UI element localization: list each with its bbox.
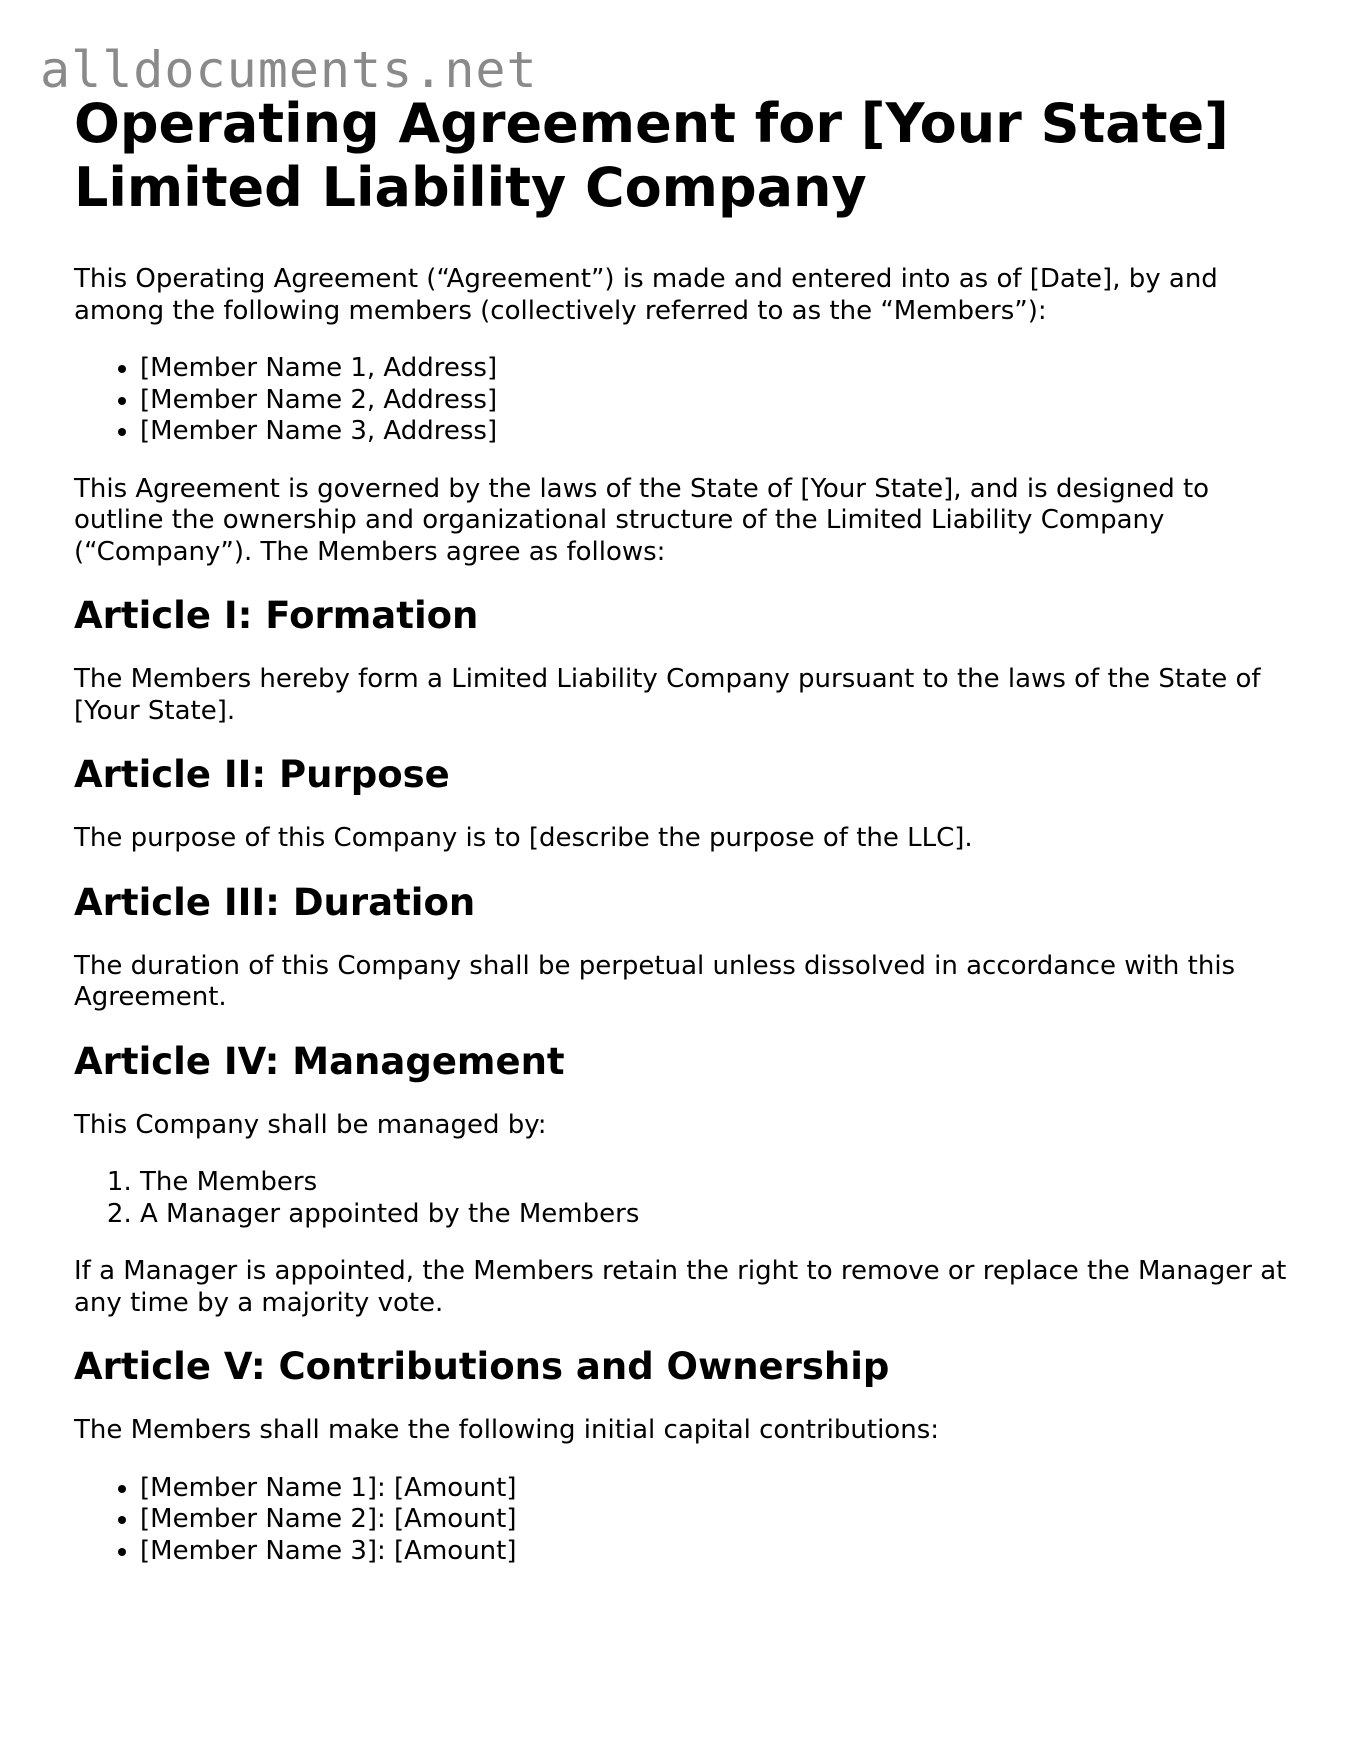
article-text: This Company shall be managed by:	[74, 1109, 547, 1140]
list-item: • [Member Name 2]: [Amount]	[140, 1504, 1294, 1536]
article-formation	[74, 594, 1294, 727]
contributions-list	[74, 1473, 1294, 1568]
article-contributions	[74, 1345, 1294, 1567]
list-item: • [Member Name 1, Address]	[140, 353, 1294, 385]
article-heading: Article III: Duration	[74, 880, 476, 924]
article-heading: Article II: Purpose	[74, 753, 450, 796]
document-body	[74, 92, 1294, 1567]
governing-paragraph: This Agreement is governed by the laws of the State of [Your State], and is designed to outline the ownership and organizational structure of the Limited Liability Company (“Company”). The Members agree as follows:	[74, 473, 1210, 567]
article-purpose	[74, 753, 1294, 855]
list-item: • [Member Name 1]: [Amount]	[140, 1473, 1294, 1505]
article-management	[74, 1040, 1294, 1320]
article-heading: Article V: Contributions and Ownership	[74, 1345, 890, 1388]
title-line-2: Limited Liability Company	[74, 156, 867, 219]
article-text: The Members hereby form a Limited Liability Company pursuant to the laws of the State of [Your State].	[74, 664, 1261, 726]
list-item: • [Member Name 2, Address]	[140, 385, 1294, 417]
document-title	[74, 92, 1294, 220]
members-list	[74, 353, 1294, 448]
article-heading: Article IV: Management	[74, 1039, 565, 1083]
article-text: The duration of this Company shall be perpetual unless dissolved in accordance with this Agreement.	[74, 950, 1236, 1012]
article-text: The purpose of this Company is to [describe the purpose of the LLC].	[74, 823, 973, 853]
list-item: 1. The Members	[140, 1167, 1294, 1199]
management-options-list	[74, 1167, 1294, 1230]
article-duration	[74, 881, 1294, 1014]
list-item: 2. A Manager appointed by the Members	[140, 1199, 1294, 1231]
watermark: alldocuments.net	[40, 41, 538, 99]
title-line-1: Operating Agreement for [Your State]	[74, 92, 1229, 155]
article-text: The Members shall make the following initial capital contributions:	[74, 1415, 939, 1445]
intro-paragraph: This Operating Agreement (“Agreement”) is made and entered into as of [Date], by and among the following members (collectively referred to as the “Members”):	[74, 264, 1218, 326]
article-heading: Article I: Formation	[74, 594, 479, 637]
management-note: If a Manager is appointed, the Members retain the right to remove or replace the Manager at any time by a majority vote.	[74, 1256, 1287, 1318]
list-item: • [Member Name 3, Address]	[140, 416, 1294, 448]
list-item: • [Member Name 3]: [Amount]	[140, 1536, 1294, 1568]
